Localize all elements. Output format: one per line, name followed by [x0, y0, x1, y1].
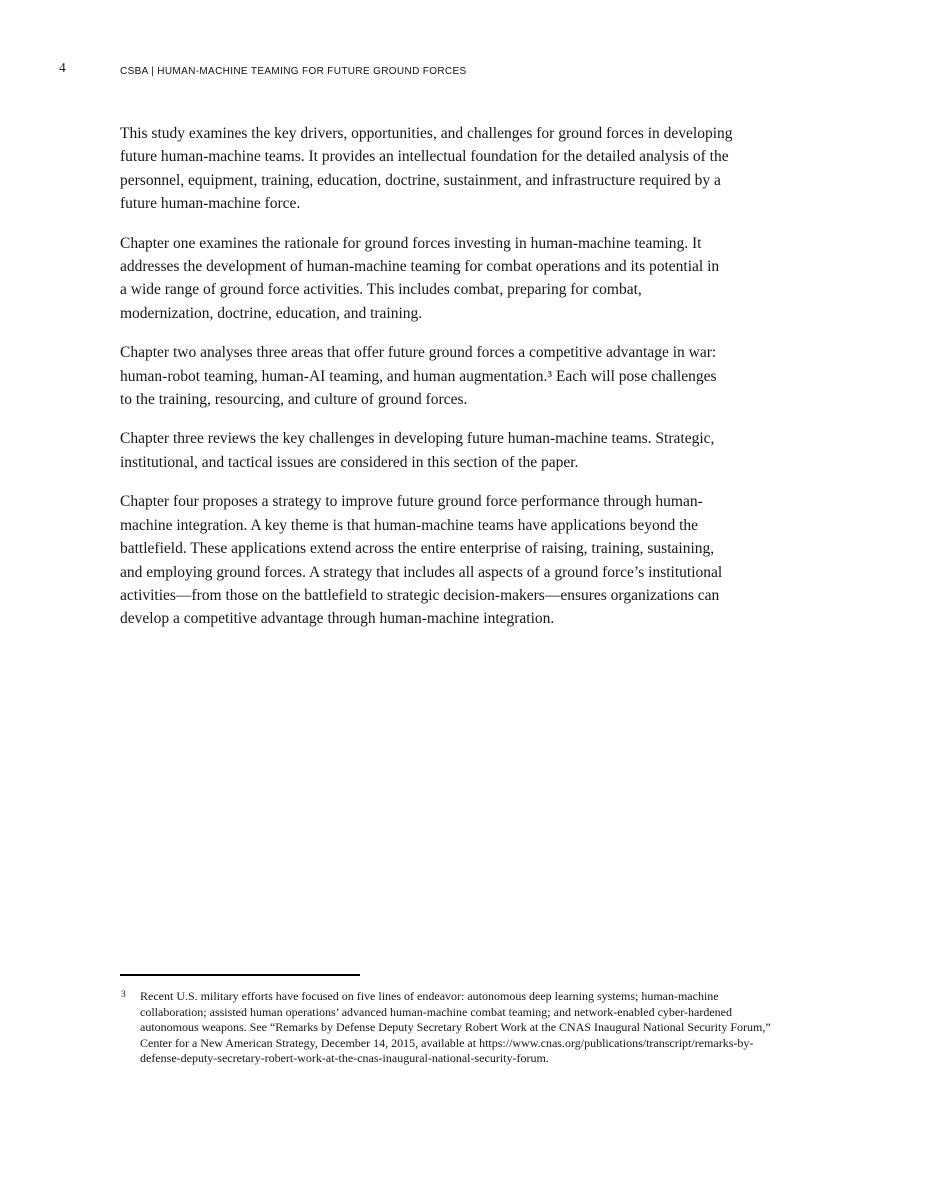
text-line: activities—from those on the battlefield to strategic decision-makers—ensures organizations can	[120, 586, 720, 604]
text-line: Center for a New American Strategy, December 14, 2015, available at https://www.cnas.org/publications/transcript/remarks-by-	[140, 1035, 754, 1050]
paragraph-2	[120, 232, 825, 326]
paragraph-3	[120, 341, 825, 411]
text-line: Chapter two analyses three areas that offer future ground forces a competitive advantage in war:	[120, 344, 717, 362]
text-line: machine integration. A key theme is that human-machine teams have applications beyond the	[120, 516, 699, 534]
text-line: addresses the development of human-machine teaming for combat operations and its potential in	[120, 258, 720, 276]
text-line: Recent U.S. military efforts have focused on five lines of endeavor: autonomous deep learning systems; human-machine	[140, 989, 719, 1003]
text-line: Chapter three reviews the key challenges in developing future human-machine teams. Strategic,	[120, 430, 715, 448]
text-line: Chapter one examines the rationale for ground forces investing in human-machine teaming. It	[120, 234, 702, 252]
text-line: Chapter four proposes a strategy to improve future ground force performance through human-	[120, 493, 703, 511]
body-text	[120, 122, 825, 647]
footnote-marker: 3	[121, 990, 126, 1000]
text-line: human-robot teaming, human-AI teaming, and human augmentation.³ Each will pose challenges	[120, 367, 717, 385]
page-number: 4	[59, 60, 66, 75]
paragraph-1	[120, 122, 825, 216]
text-line: defense-deputy-secretary-robert-work-at-the-cnas-inaugural-national-security-forum.	[140, 1051, 549, 1066]
text-line: This study examines the key drivers, opportunities, and challenges for ground forces in developing	[120, 125, 733, 142]
text-line: battlefield. These applications extend across the entire enterprise of raising, training, sustaining,	[120, 540, 715, 558]
paragraph-4	[120, 427, 825, 474]
text-line: collaboration; assisted human operations’ advanced human-machine combat teaming; and network-enabled cyber-hardened	[140, 1004, 732, 1019]
footnote	[120, 989, 832, 1067]
text-line: and employing ground forces. A strategy that includes all aspects of a ground force’s institutional	[120, 563, 723, 581]
text-line: future human-machine teams. It provides an intellectual foundation for the detailed analysis of the	[120, 148, 729, 166]
text-line: autonomous weapons. See “Remarks by Defense Deputy Secretary Robert Work at the CNAS Inaugural National Security Forum,”	[140, 1020, 771, 1035]
footnote-rule	[120, 974, 360, 976]
text-line: future human-machine force.	[120, 195, 301, 213]
text-line: develop a competitive advantage through human-machine integration.	[120, 610, 555, 628]
running-title: CSBA | HUMAN-MACHINE TEAMING FOR FUTURE GROUND FORCES	[120, 66, 467, 77]
text-line: a wide range of ground force activities. This includes combat, preparing for combat,	[120, 281, 642, 299]
text-line: modernization, doctrine, education, and training.	[120, 304, 423, 322]
paragraph-5	[120, 490, 825, 630]
text-line: institutional, and tactical issues are considered in this section of the paper.	[120, 453, 579, 471]
text-line: to the training, resourcing, and culture of ground forces.	[120, 391, 468, 409]
footnote-text	[140, 989, 832, 1067]
text-line: personnel, equipment, training, education, doctrine, sustainment, and infrastructure required by a	[120, 171, 721, 189]
page-header	[0, 0, 930, 95]
